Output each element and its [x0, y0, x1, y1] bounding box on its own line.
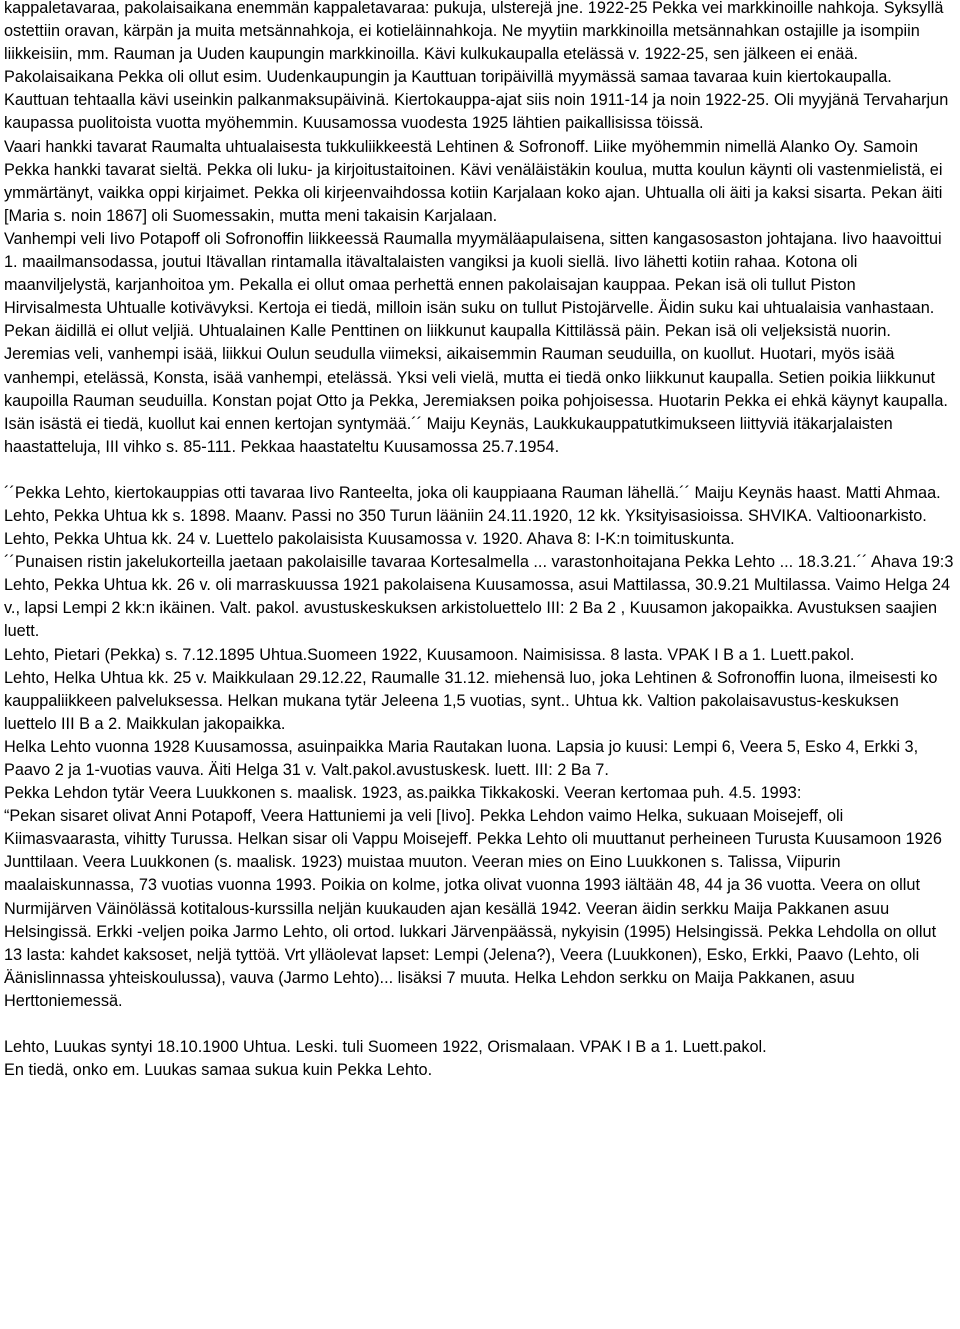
- paragraph-refugee-list-1920: Lehto, Pekka Uhtua kk. 24 v. Luettelo pakolaisista Kuusamossa v. 1920. Ahava 8: I-K:n toimituskunta.: [4, 530, 735, 549]
- paragraph-veera-luukkonen: Pekka Lehdon tytär Veera Luukkonen s. maalisk. 1923, as.paikka Tikkakoski. Veeran kertomaa puh. 4.5. 1993:: [4, 784, 802, 803]
- paragraph-helka-lehto-1922: Lehto, Helka Uhtua kk. 25 v. Maikkulaan 29.12.22, Raumalle 31.12. miehensä luo, joka Lehtinen & Sofronoffin luona, ilmeisesti ko kauppaliikkeen palveluksessa. Helkan mukana tytär Jeleena 1,5 vuotias, synt.. Uhtua kk. Valtion pakolaisavustus-keskuksen luettelo III B a 2. Maikkulan jakopaikka.: [4, 668, 938, 733]
- document-page: [4, 0, 954, 1082]
- paragraph-trading-history: kappaletavaraa, pakolaisaikana enemmän kappaletavaraa: pukuja, ulsterejä jne. 1922-25 Pekka vei markkinoille nahkoja. Syksyllä ostettiin oravan, kärpän ja muita metsännahkoja, ei kotieläinnahkoja. Ne myytiin markkinoilla metsännahkan ostajille ja isompiin liikkeisiin, mm. Rauman ja Uuden kaupungin markkinoilla. Kävi kulkukaupalla etelässä v. 1922-25, sen jälkeen ei enää. Pakolaisaikana Pekka oli ollut esim. Uudenkaupungin ja Kauttuan toripäivillä myymässä samaa tavaraa kuin kiertokaupalla. Kauttuan tehtaalla kävi useinkin palkanmaksupäivinä. Kiertokauppa-ajat siis noin 1911-14 ja noin 1922-25. Oli myyjänä Tervaharjun kaupassa puolitoista vuotta myöhemmin. Kuusamossa vuodesta 1925 lähtien paikallisissa töissä.: [4, 0, 949, 133]
- paragraph-quote-iivo-ranne: ´´Pekka Lehto, kiertokauppias otti tavaraa Iivo Ranteelta, joka oli kauppiaana Rauman lähellä.´´ Maiju Keynäs haast. Matti Ahmaa.: [4, 483, 941, 502]
- paragraph-luukas-lehto: Lehto, Luukas syntyi 18.10.1900 Uhtua. Leski. tuli Suomeen 1922, Orismalaan. VPAK I B a 1. Luett.pakol. En tiedä, onko em. Luukas samaa sukua kuin Pekka Lehto.: [4, 1038, 767, 1080]
- paragraph-red-cross-quote: ´´Punaisen ristin jakelukorteilla jaetaan pakolaisille tavaraa Kortesalmella ... varastonhoitajana Pekka Lehto ... 18.3.21.´´ Ahava 19:3: [4, 553, 954, 572]
- paragraph-pietari-lehto: Lehto, Pietari (Pekka) s. 7.12.1895 Uhtua.Suomeen 1922, Kuusamoon. Naimisissa. 8 lasta. VPAK I B a 1. Luett.pakol.: [4, 645, 855, 664]
- paragraph-spacer: [4, 459, 954, 482]
- paragraph-helka-lehto-1928: Helka Lehto vuonna 1928 Kuusamossa, asuinpaikka Maria Rautakan luona. Lapsia jo kuusi: Lempi 6, Veera 5, Esko 4, Erkki 3, Paavo 2 ja 1-vuotias vauva. Äiti Helga 31 v. Valt.pakol.avustuskesk. luett. III: 2 Ba 7.: [4, 737, 919, 779]
- paragraph-wholesaler: Vaari hankki tavarat Raumalta uhtualaisesta tukkuliikkeestä Lehtinen & Sofronoff. Liike myöhemmin nimellä Alanko Oy. Samoin Pekka hankki tavarat sieltä. Pekka oli luku- ja kirjoitustaitoinen. Kävi venäläistäkin koulua, mutta koulun käynti oli vastenmielistä, ei ymmärtänyt, vaikka oppi kirjaimet. Pekka oli kirjeenvaihdossa kotiin Karjalaan koko ajan. Uhtualla oli äiti ja kaksi sisarta. Pekan äiti [Maria s. noin 1867] oli Suomessakin, mutta meni takaisin Karjalaan.: [4, 137, 943, 225]
- paragraph-passport-record: Lehto, Pekka Uhtua kk s. 1898. Maanv. Passi no 350 Turun lääniin 24.11.1920, 12 kk. Yksityisasioissa. SHVIKA. Valtioonarkisto.: [4, 506, 927, 525]
- paragraph-spacer: [4, 1013, 954, 1036]
- paragraph-veera-account: “Pekan sisaret olivat Anni Potapoff, Veera Hattuniemi ja veli [Iivo]. Pekka Lehdon vaimo Helka, sukuaan Moisejeff, oli Kiimasvaarasta, vihitty Turussa. Helkan sisar oli Vappu Moisejeff. Pekka Lehto oli muuttanut perheineen Turusta Kuusamoon 1926 Junttilaan. Veera Luukkonen (s. maalisk. 1923) muistaa muuton. Veeran mies on Eino Luukkonen s. Talissa, Viipurin maalaiskunnassa, 73 vuotias vuonna 1993. Poikia on kolme, jotka olivat vuonna 1993 iältään 48, 44 ja 36 vuotta. Veera on ollut Nurmijärven Väinölässä kotitalous-kurssilla neljän kuukauden ajan kesällä 1942. Veeran äidin serkku Maija Pakkanen asuu Helsingissä. Erkki -veljen poika Jarmo Lehto, oli ortod. lukkari Järvenpäässä, nykyisin (1995) Helsingissä. Pekka Lehdolla on ollut 13 lasta: kahdet kaksoset, neljä tyttöä. Vrt ylläolevat lapset: Lempi (Jelena?), Veera (Luukkonen), Esko, Erkki, Paavo (Lehto, oli Äänislinnassa yhteiskoulussa), vauva (Jarmo Lehto)... lisäksi 7 muuta. Helka Lehdon serkku on Maija Pakkanen, asuu Herttoniemessä.: [4, 807, 942, 1010]
- paragraph-family-background: Vanhempi veli Iivo Potapoff oli Sofronoffin liikkeessä Raumalla myymäläapulaisena, sitten kangasosaston johtajana. Iivo haavoittui 1. maailmansodassa, joutui Itävallan rintamalla itävaltalaisten vangiksi ja kuoli siellä. Iivo lähetti kotiin rahaa. Kotona oli maanviljelystä, karjanhoitoa ym. Pekalla ei ollut omaa perhettä ennen pakolaisajan kauppaa. Pekan isä oli tullut Piston Hirvisalmesta Uhtualle kotivävyksi. Kertoja ei tiedä, milloin isän suku on tullut Pistojärvelle. Äidin suku kai uhtualaisia vanhastaan. Pekan äidillä ei ollut veljiä. Uhtualainen Kalle Penttinen on liikkunut kaupalla Kittilässä päin. Pekan isä oli veljeksistä nuorin. Jeremias veli, vanhempi isää, liikkui Oulun seudulla viimeksi, aikaisemmin Rauman seuduilla, on kuollut. Huotari, myös isää vanhempi, etelässä, Konsta, isää vanhempi, etelässä. Yksi veli vielä, mutta ei tiedä onko liikkunut kaupalla. Setien poikia liikkunut kaupoilla Rauman seuduilla. Konstan pojat Otto ja Pekka, Jeremiaksen poika pohjoisessa. Huotarin Pekka ei ehkä käynyt kaupalla. Isän isästä ei tiedä, kuollut kai ennen kertojan syntymää.´´ Maiju Keynäs, Laukkukauppatutkimukseen liittyviä itäkarjalaisten haastatteluja, III vihko s. 85-111. Pekkaa haastateltu Kuusamossa 25.7.1954.: [4, 229, 948, 456]
- paragraph-refugee-1921: Lehto, Pekka Uhtua kk. 26 v. oli marraskuussa 1921 pakolaisena Kuusamossa, asui Mattilassa, 30.9.21 Multilassa. Vaimo Helga 24 v., lapsi Lempi 2 kk:n ikäinen. Valt. pakol. avustuskeskuksen arkistoluettelo III: 2 Ba 2 , Kuusamon jakopaikka. Avustuksen saajien luett.: [4, 576, 951, 641]
